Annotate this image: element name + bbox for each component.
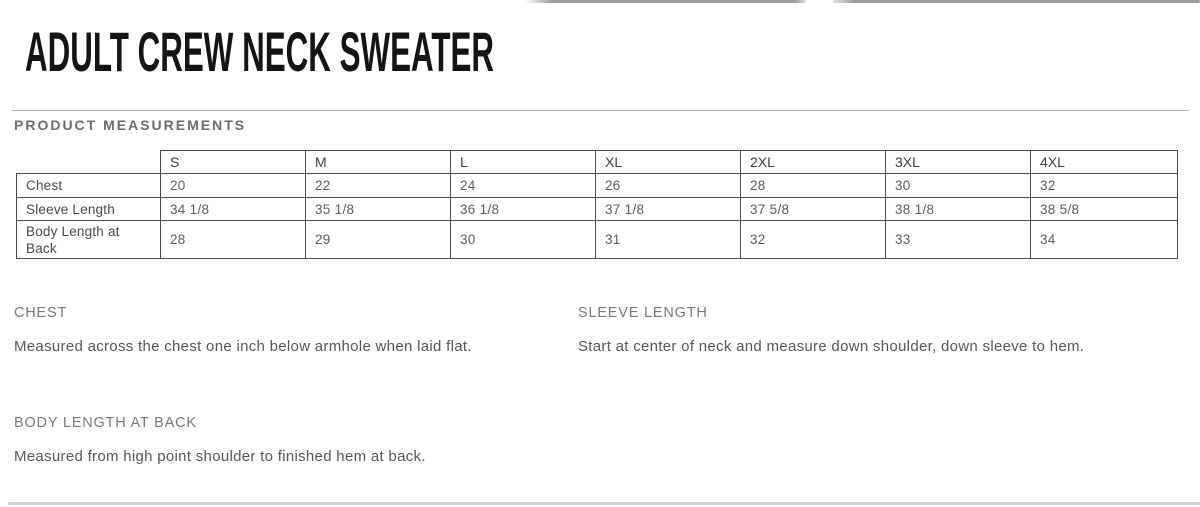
definition-term: BODY LENGTH AT BACK: [14, 415, 197, 431]
size-column-header-xl: XL: [596, 151, 741, 174]
size-column-header-s: S: [161, 151, 306, 174]
definition-description: Measured across the chest one inch below armhole when laid flat.: [14, 338, 472, 355]
measurements-table: [16, 150, 1178, 259]
top-edge-artifact-line-right: [833, 0, 1200, 3]
table-cell: 34: [1031, 221, 1178, 259]
definition-description: Measured from high point shoulder to finished hem at back.: [14, 448, 426, 465]
page-title: ADULT CREW NECK SWEATER: [25, 19, 495, 84]
row-label-text: Body Length at Back: [26, 223, 120, 256]
definition-sleeve-length: [578, 304, 1090, 363]
table-cell: 28: [161, 221, 306, 259]
table-cell: 30: [451, 221, 596, 259]
size-column-header-3xl: 3XL: [886, 151, 1031, 174]
table-cell: 32: [1031, 174, 1178, 198]
table-cell: 36 1/8: [451, 198, 596, 221]
table-row-body-length-at-back: [17, 221, 1178, 259]
table-cell: 37 5/8: [741, 198, 886, 221]
definition-term: SLEEVE LENGTH: [578, 305, 708, 321]
section-divider-line: [12, 110, 1189, 111]
definition-description: Start at center of neck and measure down shoulder, down sleeve to hem.: [578, 338, 1085, 355]
table-cell: 38 5/8: [1031, 198, 1178, 221]
size-column-header-4xl: 4XL: [1031, 151, 1178, 174]
table-cell: 35 1/8: [306, 198, 451, 221]
section-header: PRODUCT MEASUREMENTS: [14, 117, 247, 133]
size-column-header-2xl: 2XL: [741, 151, 886, 174]
size-column-header-m: M: [306, 151, 451, 174]
table-cell: 37 1/8: [596, 198, 741, 221]
table-cell: 26: [596, 174, 741, 198]
table-cell: 31: [596, 221, 741, 259]
table-cell: 29: [306, 221, 451, 259]
row-label-text: Chest: [26, 178, 63, 193]
table-cell: 38 1/8: [886, 198, 1031, 221]
definition-term: CHEST: [14, 305, 68, 321]
table-cell: 24: [451, 174, 596, 198]
row-label-sleeve-length: [17, 198, 161, 221]
table-cell: 32: [741, 221, 886, 259]
table-cell: 28: [741, 174, 886, 198]
table-cell: 22: [306, 174, 451, 198]
definition-chest: [14, 304, 472, 363]
table-cell: 34 1/8: [161, 198, 306, 221]
table-cell: 33: [886, 221, 1031, 259]
size-column-header-l: L: [451, 151, 596, 174]
table-header-row: [17, 151, 1178, 174]
table-cell: 30: [886, 174, 1031, 198]
row-label-text: Sleeve Length: [26, 201, 115, 217]
bottom-edge-artifact-line: [8, 502, 1200, 505]
table-row-chest: [17, 174, 1178, 198]
top-edge-artifact-line-left: [525, 0, 806, 3]
table-row-sleeve-length: [17, 198, 1178, 221]
row-label-chest: [17, 174, 161, 198]
row-label-body-length-at-back: [17, 221, 161, 259]
definition-body-length-at-back: [14, 414, 426, 473]
table-cell: 20: [161, 174, 306, 198]
table-corner-cell: [17, 151, 161, 174]
